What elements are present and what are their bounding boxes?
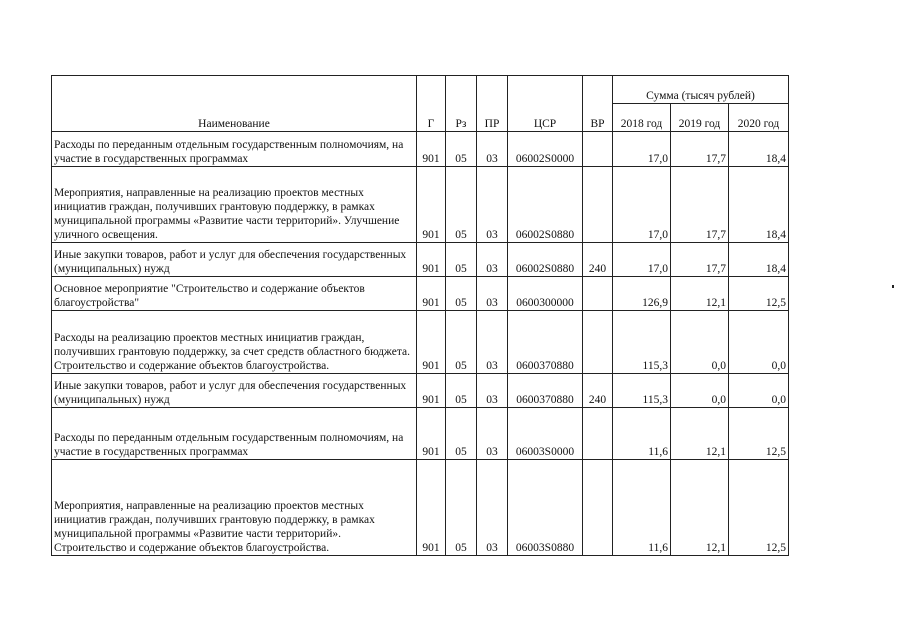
row-vr: [583, 132, 613, 167]
row-g: 901: [417, 460, 446, 556]
row-rz: 05: [446, 460, 477, 556]
header-year-2019: 2019 год: [671, 104, 729, 132]
row-2019: 12,1: [671, 460, 729, 556]
scan-speck: [892, 285, 894, 288]
table-row: [52, 132, 789, 167]
header-csr: ЦСР: [508, 76, 583, 132]
row-2020: 0,0: [729, 374, 789, 408]
row-vr: 240: [583, 243, 613, 277]
row-csr: 06003S0000: [508, 408, 583, 460]
row-pr: 03: [477, 243, 508, 277]
row-name: Иные закупки товаров, работ и услуг для обеспечения государственных (муниципальных) нужд: [52, 243, 417, 277]
header-vr: ВР: [583, 76, 613, 132]
row-2019: 0,0: [671, 374, 729, 408]
row-g: 901: [417, 132, 446, 167]
row-pr: 03: [477, 408, 508, 460]
row-csr: 0600370880: [508, 311, 583, 374]
row-2020: 12,5: [729, 408, 789, 460]
row-rz: 05: [446, 408, 477, 460]
row-pr: 03: [477, 374, 508, 408]
header-g: Г: [417, 76, 446, 132]
table-row: [52, 311, 789, 374]
row-2019: 17,7: [671, 243, 729, 277]
budget-table: [51, 75, 789, 556]
row-g: 901: [417, 167, 446, 243]
header-row-top: [52, 76, 789, 104]
header-sum-group: Сумма (тысяч рублей): [613, 76, 789, 104]
row-pr: 03: [477, 132, 508, 167]
row-rz: 05: [446, 277, 477, 311]
row-2019: 17,7: [671, 167, 729, 243]
row-2018: 126,9: [613, 277, 671, 311]
row-rz: 05: [446, 167, 477, 243]
row-name: Мероприятия, направленные на реализацию проектов местных инициатив граждан, получивших грантовую поддержку, в рамках муниципальной программы «Развитие части территорий». Улучшение уличного освещения.: [52, 167, 417, 243]
row-vr: [583, 408, 613, 460]
row-2020: 0,0: [729, 311, 789, 374]
row-2018: 17,0: [613, 243, 671, 277]
row-2018: 11,6: [613, 408, 671, 460]
row-pr: 03: [477, 277, 508, 311]
table-row: [52, 277, 789, 311]
row-vr: [583, 460, 613, 556]
row-2020: 18,4: [729, 132, 789, 167]
header-year-2018: 2018 год: [613, 104, 671, 132]
table-row: [52, 374, 789, 408]
row-name: Мероприятия, направленные на реализацию проектов местных инициатив граждан, получивших грантовую поддержку, в рамках муниципальной программы «Развитие части территорий». Строительство и содержание объектов благоустройства.: [52, 460, 417, 556]
row-pr: 03: [477, 460, 508, 556]
row-2018: 115,3: [613, 374, 671, 408]
row-2019: 17,7: [671, 132, 729, 167]
row-csr: 06003S0880: [508, 460, 583, 556]
row-csr: 0600300000: [508, 277, 583, 311]
row-g: 901: [417, 277, 446, 311]
row-2018: 115,3: [613, 311, 671, 374]
row-rz: 05: [446, 132, 477, 167]
row-2019: 12,1: [671, 277, 729, 311]
row-g: 901: [417, 243, 446, 277]
header-pr: ПР: [477, 76, 508, 132]
row-g: 901: [417, 408, 446, 460]
row-2020: 18,4: [729, 243, 789, 277]
row-name: Расходы на реализацию проектов местных инициатив граждан, получивших грантовую поддержку, за счет средств областного бюджета. Строительство и содержание объектов благоустройства.: [52, 311, 417, 374]
row-2018: 17,0: [613, 132, 671, 167]
row-2019: 0,0: [671, 311, 729, 374]
row-name: Расходы по переданным отдельным государственным полномочиям, на участие в государственных программах: [52, 132, 417, 167]
row-csr: 06002S0000: [508, 132, 583, 167]
header-rz: Рз: [446, 76, 477, 132]
header-year-2020: 2020 год: [729, 104, 789, 132]
row-2018: 11,6: [613, 460, 671, 556]
row-csr: 06002S0880: [508, 243, 583, 277]
row-csr: 0600370880: [508, 374, 583, 408]
row-rz: 05: [446, 374, 477, 408]
row-csr: 06002S0880: [508, 167, 583, 243]
row-2020: 12,5: [729, 277, 789, 311]
row-vr: [583, 311, 613, 374]
row-name: Расходы по переданным отдельным государственным полномочиям, на участие в государственных программах: [52, 408, 417, 460]
row-g: 901: [417, 311, 446, 374]
table-row: [52, 243, 789, 277]
row-name: Иные закупки товаров, работ и услуг для обеспечения государственных (муниципальных) нужд: [52, 374, 417, 408]
row-2019: 12,1: [671, 408, 729, 460]
row-rz: 05: [446, 243, 477, 277]
row-vr: 240: [583, 374, 613, 408]
row-pr: 03: [477, 167, 508, 243]
row-name: Основное мероприятие "Строительство и содержание объектов благоустройства": [52, 277, 417, 311]
table-row: [52, 408, 789, 460]
row-vr: [583, 167, 613, 243]
row-rz: 05: [446, 311, 477, 374]
row-2020: 12,5: [729, 460, 789, 556]
row-pr: 03: [477, 311, 508, 374]
header-name: Наименование: [52, 76, 417, 132]
table-row: [52, 167, 789, 243]
row-2020: 18,4: [729, 167, 789, 243]
row-vr: [583, 277, 613, 311]
row-2018: 17,0: [613, 167, 671, 243]
row-g: 901: [417, 374, 446, 408]
table-row: [52, 460, 789, 556]
